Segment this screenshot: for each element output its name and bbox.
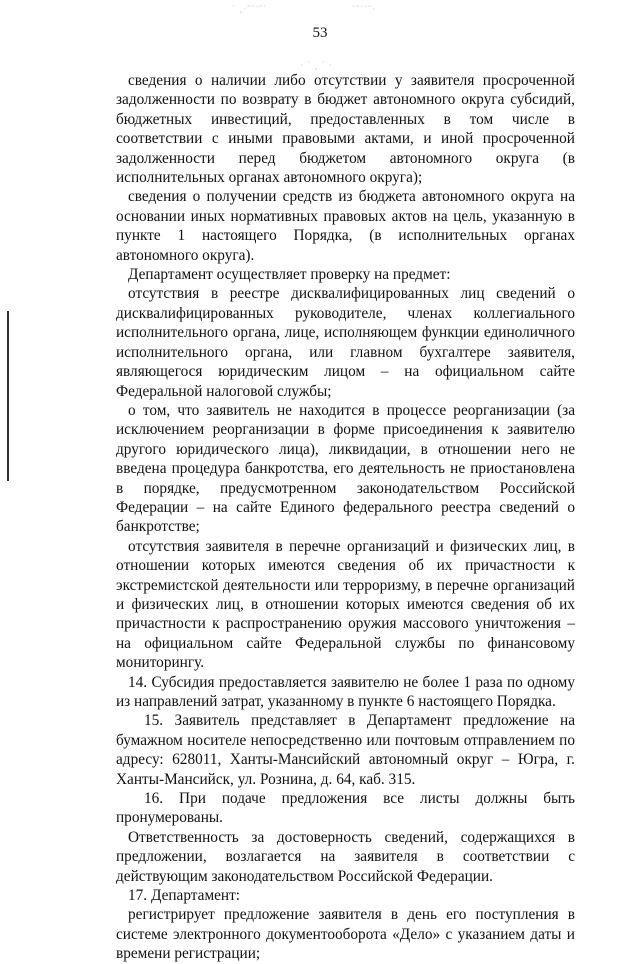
paragraph-registration: регистрирует предложение заявителя в день его поступления в системе электронного документооборота «Дело» с указанием даты и времени регистрации;: [116, 906, 575, 963]
scan-artifact-top-right: ˜ˆ˙¨˝·: [352, 4, 376, 14]
scan-artifact-mid: · ˙ ¸ ˙ ·: [300, 60, 333, 70]
paragraph-item-17: 17. Департамент:: [128, 887, 241, 905]
paragraph-department-check: Департамент осуществляет проверку на предмет:: [128, 266, 451, 284]
scan-edge-mark: [7, 311, 9, 481]
paragraph-item-16: 16. При подаче предложения все листы должны быть пронумерованы.: [116, 790, 575, 827]
paragraph-reorganization: о том, что заявитель не находится в процессе реорганизации (за исключением реорганизации в форме присоединения к заявителю другого юридического лица), ликвидации, в отношении него не введена процедура банкротства, его деятельность не приостановлена в порядке, предусмотренном законодательством Российской Федерации – на сайте Единого федерального реестра сведений о банкротстве;: [116, 401, 575, 536]
paragraph-extremism-list: отсутствия заявителя в перечне организаций и физических лиц, в отношении которых имеются сведения об их причастности к экстремистской деятельности или терроризму, в перечне организаций и физических лиц, в отношении которых имеются сведения об их причастности к распространению оружия массового уничтожения – на официальном сайте Федеральной службы по финансовому мониторингу.: [116, 537, 575, 672]
page-number: 53: [312, 25, 328, 41]
document-body: [116, 71, 575, 964]
paragraph-budget-funds: сведения о получении средств из бюджета автономного округа на основании иных нормативных правовых актов на цель, указанную в пункте 1 настоящего Порядка, (в исполнительных органах автономного округа).: [116, 188, 575, 264]
scan-artifact-top-left: ˙ ‚·ˆ˜¨˝˙: [232, 4, 268, 14]
paragraph-responsibility: Ответственность за достоверность сведений, содержащихся в предложении, возлагается на заявителя в соответствии с действующим законодательством Российской Федерации.: [116, 828, 575, 885]
paragraph-item-14: 14. Субсидия предоставляется заявителю не более 1 раза по одному из направлений затрат, указанному в пункте 6 настоящего Порядка.: [116, 673, 575, 710]
paragraph-debt-info: сведения о наличии либо отсутствии у заявителя просроченной задолженности по возврату в бюджет автономного округа субсидий, бюджетных инвестиций, предоставленных в том числе в соответствии с иными правовыми актами, и иной просроченной задолженности перед бюджетом автономного округа (в исполнительных органах автономного округа);: [116, 72, 575, 187]
paragraph-item-15: 15. Заявитель представляет в Департамент предложение на бумажном носителе непосредственно или почтовым отправлением по адресу: 628011, Ханты-Мансийский автономный округ – Югра, г. Ханты-Мансийск, ул. Рознина, д. 64, каб. 315.: [116, 712, 575, 788]
paragraph-disqualified-registry: отсутствия в реестре дисквалифицированных лиц сведений о дисквалифицированных руководителе, членах коллегиального исполнительного органа, лице, исполняющем функции единоличного исполнительного органа, или главном бухгалтере заявителя, являющегося юридическим лицом – на официальном сайте Федеральной налоговой службы;: [116, 285, 575, 400]
